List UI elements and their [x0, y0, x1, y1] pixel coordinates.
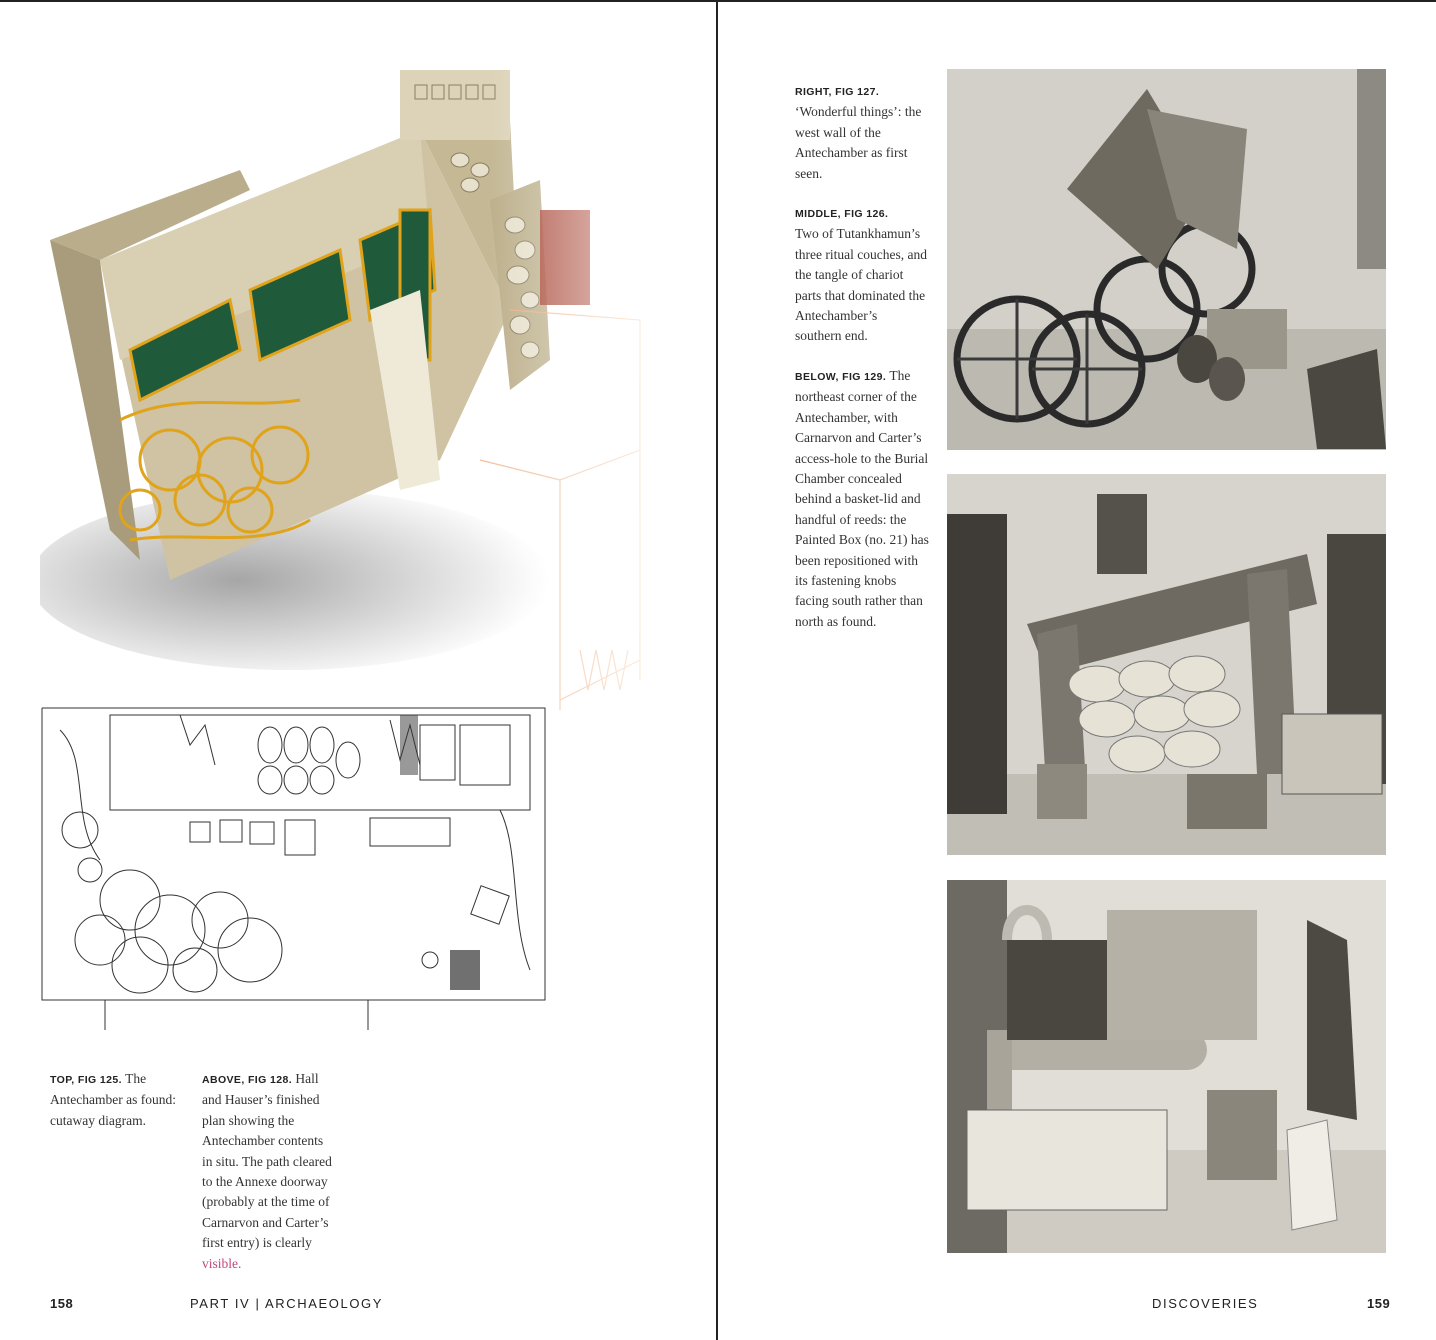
caption-fig-129-text: The northeast corner of the Antechamber, with Carnarvon and Carter’s access-hole to the Burial Chamber concealed behind a basket-lid and handful of reeds: the Painted Box (no. 21) has been repositioned with its fastening knobs facing south rather than north as found.: [795, 368, 929, 629]
caption-fig-127-text: ‘Wonderful things’: the west wall of the Antechamber as first seen.: [795, 104, 922, 181]
caption-fig-129-label: BELOW, FIG 129.: [795, 371, 887, 383]
photo-west-wall: [947, 69, 1386, 450]
caption-fig-126-text: Two of Tutankhamun’s three ritual couches, and the tangle of chariot parts that dominated the Antechamber’s southern end.: [795, 226, 927, 344]
left-page: [0, 0, 716, 1340]
page-number-left: 158: [50, 1296, 74, 1311]
caption-fig-126: [795, 203, 927, 347]
antechamber-cutaway-diagram: [40, 60, 710, 710]
antechamber-plan-drawing: [40, 700, 560, 1035]
caption-fig-126-label: MIDDLE, FIG 126.: [795, 208, 889, 220]
caption-fig-127: [795, 81, 925, 184]
right-page: [718, 0, 1436, 1340]
caption-fig-128: [202, 1069, 332, 1274]
running-head-right: DISCOVERIES: [1152, 1296, 1259, 1311]
caption-fig-125-text: The Antechamber as found: cutaway diagram.: [50, 1071, 176, 1128]
caption-fig-128-text: Hall and Hauser’s finished plan showing the Antechamber contents in situ. The path cleared to the Annexe doorway (probably at the time of Carnarvon and Carter’s first entry) is clearly: [202, 1071, 332, 1251]
caption-fig-125-label: TOP, FIG 125.: [50, 1074, 122, 1086]
caption-fig-128-link[interactable]: visible.: [202, 1255, 242, 1271]
running-head-left: PART IV | ARCHAEOLOGY: [190, 1296, 384, 1311]
photo-northeast-corner: [947, 880, 1386, 1253]
caption-fig-127-label: RIGHT, FIG 127.: [795, 86, 880, 98]
caption-fig-125: [50, 1069, 185, 1131]
page-number-right: 159: [1367, 1296, 1391, 1311]
caption-fig-129: [795, 366, 930, 632]
photo-ritual-couches: [947, 474, 1386, 855]
caption-fig-128-label: ABOVE, FIG 128.: [202, 1074, 293, 1086]
